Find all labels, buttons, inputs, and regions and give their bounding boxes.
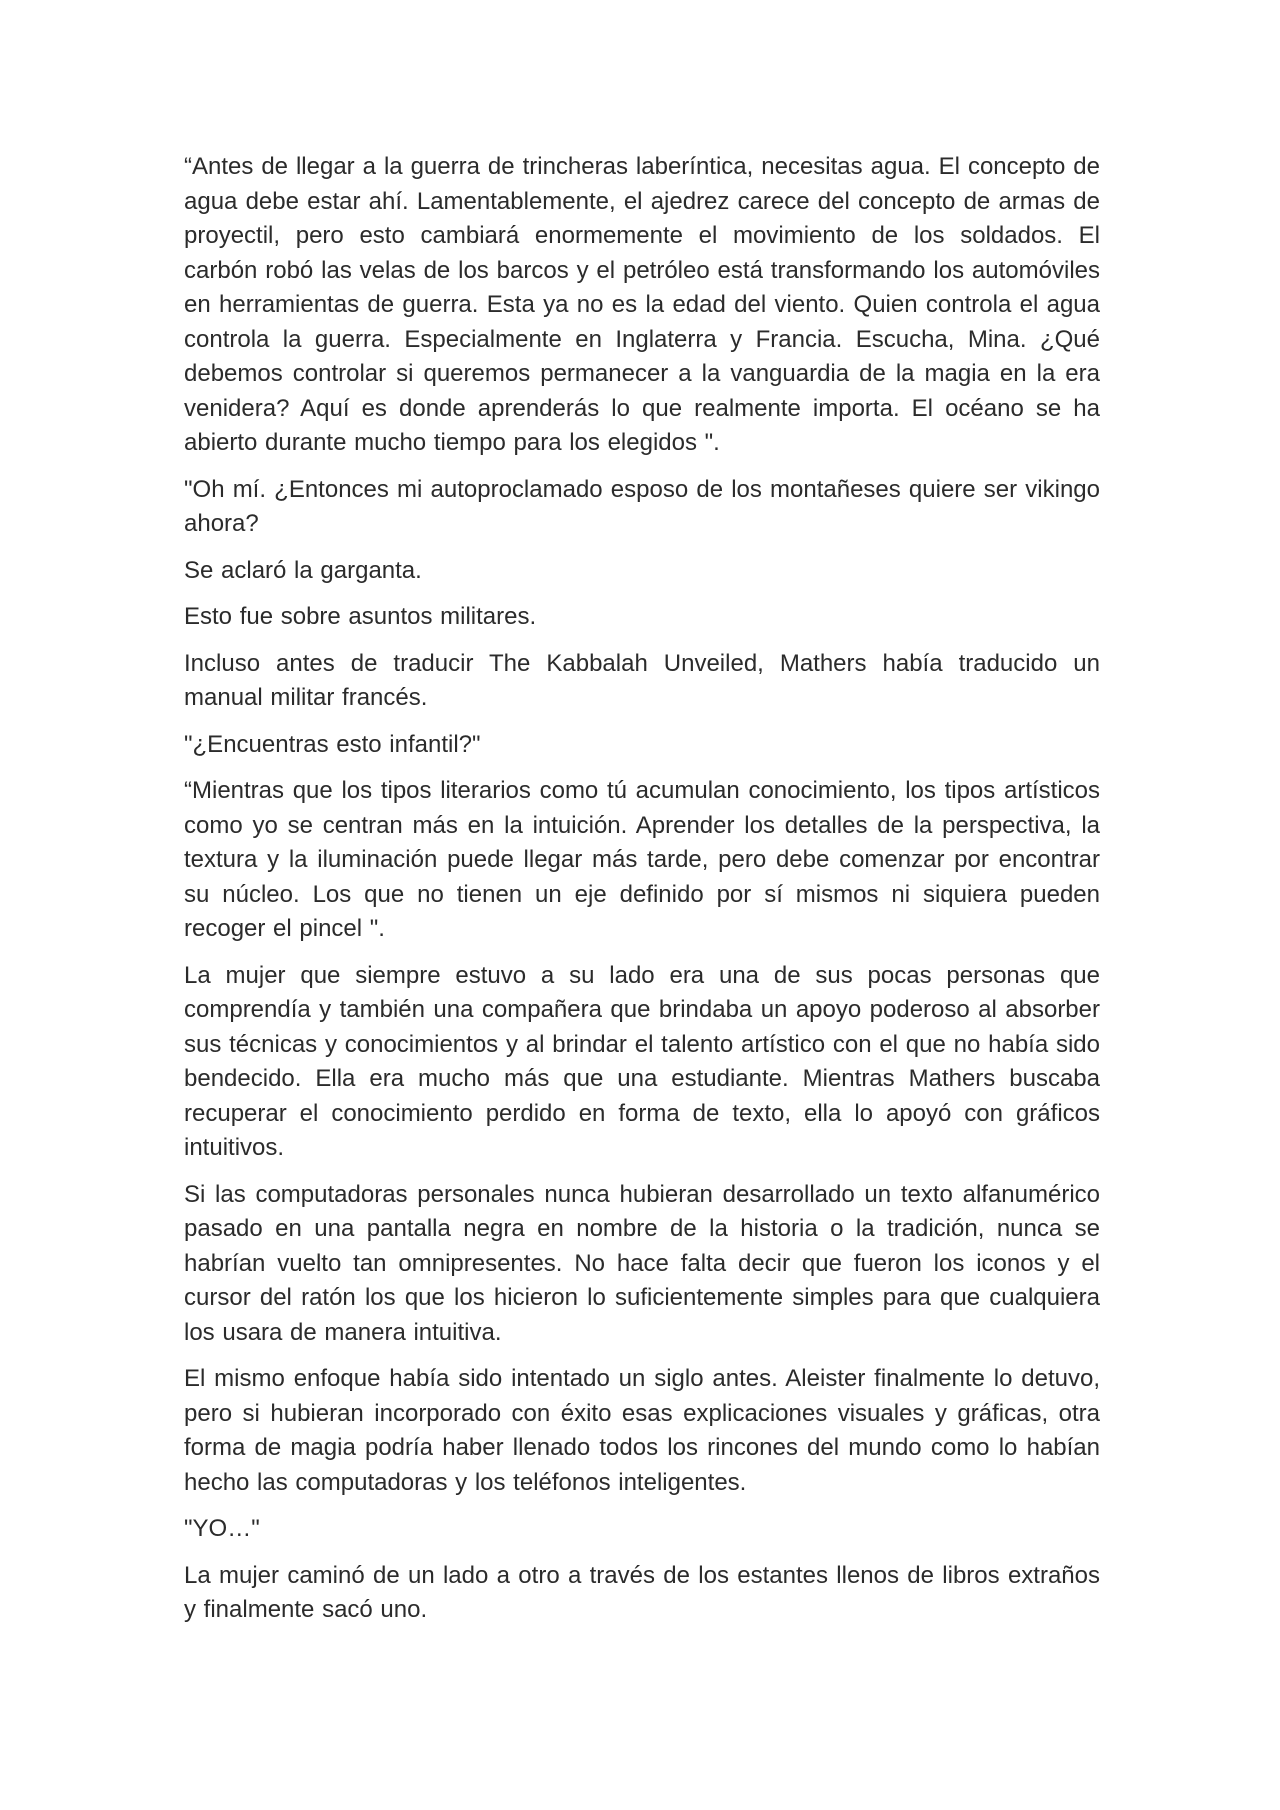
paragraph-7: “Mientras que los tipos literarios como tú acumulan conocimiento, los tipos artísticos como yo se centran más en la intuición. Aprender los detalles de la perspectiva, la textura y la iluminación puede llegar más tarde, pero debe comenzar por encontrar su núcleo. Los que no tienen un eje definido por sí mismos ni siquiera pueden recoger el pincel ".	[184, 777, 1100, 942]
paragraph-5: Incluso antes de traducir The Kabbalah Unveiled, Mathers había traducido un manual militar francés.	[184, 649, 1100, 711]
paragraph-4: Esto fue sobre asuntos militares.	[184, 603, 537, 630]
paragraph-8: La mujer que siempre estuvo a su lado era una de sus pocas personas que comprendía y también una compañera que brindaba un apoyo poderoso al absorber sus técnicas y conocimientos y al brindar el talento artístico con el que no había sido bendecido. Ella era mucho más que una estudiante. Mientras Mathers buscaba recuperar el conocimiento perdido en forma de texto, ella lo apoyó con gráficos intuitivos.	[184, 961, 1100, 1161]
paragraph-2: "Oh mí. ¿Entonces mi autoproclamado esposo de los montañeses quiere ser vikingo ahora?	[184, 475, 1100, 537]
paragraph-9: Si las computadoras personales nunca hubieran desarrollado un texto alfanumérico pasado en una pantalla negra en nombre de la historia o la tradición, nunca se habrían vuelto tan omnipresentes. No hace falta decir que fueron los iconos y el cursor del ratón los que los hicieron lo suficientemente simples para que cualquiera los usara de manera intuitiva.	[184, 1180, 1100, 1346]
document-page	[184, 150, 1100, 1640]
paragraph-1: “Antes de llegar a la guerra de trincheras laberíntica, necesitas agua. El concepto de agua debe estar ahí. Lamentablemente, el ajedrez carece del concepto de armas de proyectil, pero esto cambiará enormemente el movimiento de los soldados. El carbón robó las velas de los barcos y el petróleo está transformando los automóviles en herramientas de guerra. Esta ya no es la edad del viento. Quien controla el agua controla la guerra. Especialmente en Inglaterra y Francia. Escucha, Mina. ¿Qué debemos controlar si queremos permanecer a la vanguardia de la magia en la era venidera? Aquí es donde aprenderás lo que realmente importa. El océano se ha abierto durante mucho tiempo para los elegidos ".	[184, 153, 1100, 456]
paragraph-12: La mujer caminó de un lado a otro a través de los estantes llenos de libros extraños y finalmente sacó uno.	[184, 1561, 1100, 1623]
paragraph-10: El mismo enfoque había sido intentado un siglo antes. Aleister finalmente lo detuvo, pero si hubieran incorporado con éxito esas explicaciones visuales y gráficas, otra forma de magia podría haber llenado todos los rincones del mundo como lo habían hecho las computadoras y los teléfonos inteligentes.	[184, 1365, 1100, 1496]
paragraph-3: Se aclaró la garganta.	[184, 556, 422, 584]
paragraph-6: "¿Encuentras esto infantil?"	[184, 730, 481, 758]
paragraph-11: "YO…"	[184, 1515, 260, 1542]
